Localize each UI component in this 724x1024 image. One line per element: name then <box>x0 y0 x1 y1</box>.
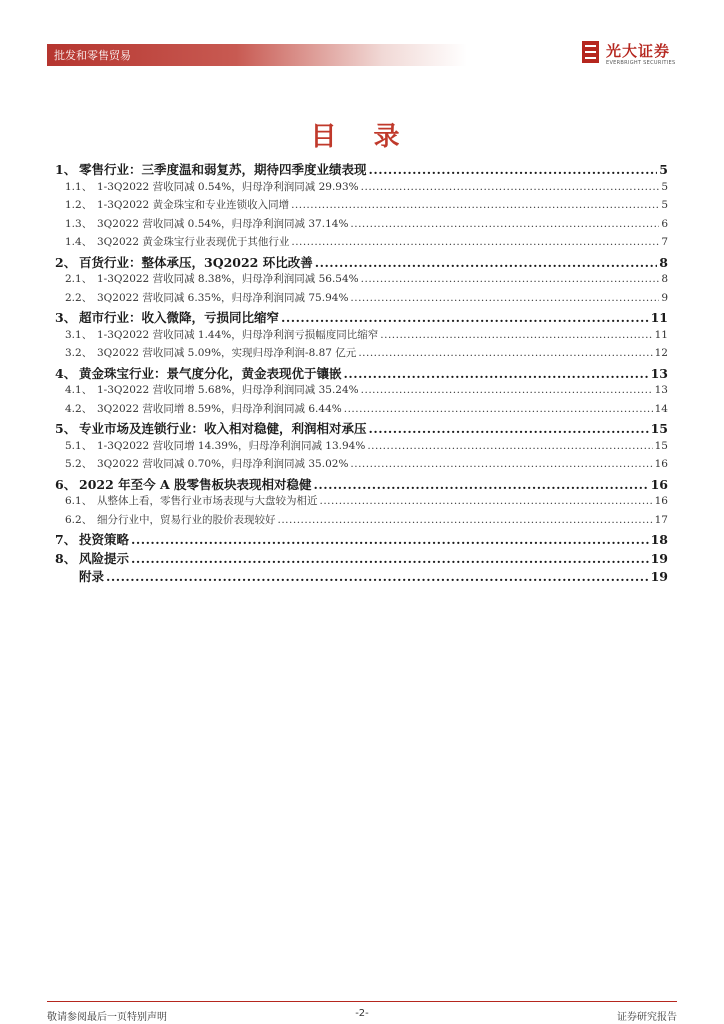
toc-entry-number: 4.1、 <box>65 384 93 396</box>
toc-leader-dots <box>350 458 652 470</box>
toc-leader-dots <box>344 403 653 415</box>
toc-leader-dots <box>344 366 649 381</box>
toc-entry-page: 14 <box>654 402 668 415</box>
toc-section-entry[interactable] <box>55 382 668 401</box>
toc-chapter-entry[interactable] <box>55 475 668 494</box>
toc-entry-title: 1-3Q2022 营收同增 5.68%，归母净利润同减 35.24% <box>97 384 359 396</box>
company-logo <box>582 40 692 70</box>
toc-leader-dots <box>281 310 649 325</box>
toc-section-entry[interactable] <box>55 345 668 364</box>
toc-entry-title: 从整体上看，零售行业市场表现与大盘较为相近 <box>97 495 318 507</box>
toc-section-entry[interactable] <box>55 438 668 457</box>
toc-entry-number: 2.1、 <box>65 273 93 285</box>
toc-chapter-entry[interactable] <box>55 160 668 179</box>
toc-leader-dots <box>361 384 653 396</box>
toc-leader-dots <box>315 255 658 270</box>
toc-entry-number: 8、 <box>55 550 77 566</box>
toc-entry-number: 3.2、 <box>65 347 93 359</box>
toc-entry-page: 8 <box>659 254 668 270</box>
toc-entry-number: 3、 <box>55 310 77 325</box>
toc-chapter-entry[interactable] <box>55 308 668 327</box>
toc-entry-page: 8 <box>661 273 668 285</box>
toc-entry-title: 黄金珠宝行业：景气度分化，黄金表现优于镶嵌 <box>79 365 342 381</box>
toc-section-entry[interactable] <box>55 216 668 235</box>
toc-chapter-entry[interactable] <box>55 364 668 383</box>
page-title: 目 录 <box>310 122 414 152</box>
toc-leader-dots <box>291 199 659 211</box>
toc-entry-number: 5、 <box>55 421 77 436</box>
toc-leader-dots <box>380 329 652 341</box>
toc-entry-number: 1.3、 <box>65 217 93 230</box>
toc-entry-number: 4、 <box>55 365 77 381</box>
toc-entry-title: 3Q2022 营收同减 0.54%，归母净利润同减 37.14% <box>97 217 349 230</box>
toc-entry-title: 1-3Q2022 营收同减 0.54%，归母净利润同减 29.93% <box>97 180 359 193</box>
footer-disclaimer: 敬请参阅最后一页特别声明 <box>47 1012 167 1023</box>
logo-text-cn: 光大证券 <box>606 42 671 60</box>
toc-entry-page: 16 <box>654 495 668 507</box>
toc-entry-title: 3Q2022 营收同减 5.09%，实现归母净利润-8.87 亿元 <box>97 347 357 359</box>
toc-leader-dots <box>369 421 649 436</box>
toc-entry-number: 5.1、 <box>65 439 93 452</box>
toc-section-entry[interactable] <box>55 493 668 512</box>
toc-entry-number: 1.2、 <box>65 199 93 211</box>
footer-divider <box>47 1001 677 1002</box>
footer-page-number: -2- <box>355 1008 369 1019</box>
toc-entry-page: 5 <box>661 199 668 211</box>
toc-section-entry[interactable] <box>55 179 668 198</box>
toc-leader-dots <box>131 551 649 566</box>
toc-entry-number: 4.2、 <box>65 402 93 415</box>
section-label: 批发和零售贸易 <box>54 49 131 62</box>
toc-entry-title: 附录 <box>79 569 105 584</box>
toc-chapter-entry[interactable] <box>55 549 668 568</box>
toc-chapter-entry[interactable] <box>55 567 668 586</box>
toc-leader-dots <box>350 218 659 230</box>
toc-entry-page: 16 <box>650 476 668 492</box>
toc-entry-number: 2、 <box>55 254 77 270</box>
toc-entry-page: 17 <box>654 513 668 526</box>
toc-leader-dots <box>350 292 659 304</box>
toc-entry-number: 7、 <box>55 532 77 547</box>
toc-entry-title: 投资策略 <box>79 532 130 547</box>
toc-entry-number: 6、 <box>55 476 77 492</box>
toc-entry-page: 11 <box>654 328 668 341</box>
toc-section-entry[interactable] <box>55 234 668 253</box>
toc-section-entry[interactable] <box>55 456 668 475</box>
toc-entry-title: 1-3Q2022 黄金珠宝和专业连锁收入同增 <box>97 199 290 211</box>
toc-entry-page: 5 <box>659 162 668 177</box>
toc-entry-page: 19 <box>650 550 668 566</box>
toc-entry-page: 16 <box>654 458 668 470</box>
toc-entry-title: 风险提示 <box>79 550 130 566</box>
toc-leader-dots <box>291 236 659 248</box>
toc-entry-number: 1.4、 <box>65 236 93 248</box>
toc-entry-title: 1-3Q2022 营收同减 1.44%，归母净利润亏损幅度同比缩窄 <box>97 328 379 341</box>
toc-entry-page: 7 <box>661 236 668 248</box>
toc-entry-number: 3.1、 <box>65 328 93 341</box>
toc-entry-title: 超市行业：收入微降，亏损同比缩窄 <box>79 310 280 325</box>
toc-entry-number: 6.1、 <box>65 495 93 507</box>
toc-section-entry[interactable] <box>55 271 668 290</box>
toc-entry-number: 5.2、 <box>65 458 93 470</box>
toc-entry-title: 3Q2022 黄金珠宝行业表现优于其他行业 <box>97 236 290 248</box>
toc-leader-dots <box>358 347 652 359</box>
toc-entry-page: 9 <box>661 291 668 304</box>
table-of-contents <box>55 160 668 586</box>
toc-entry-title: 3Q2022 营收同减 0.70%，归母净利润同减 35.02% <box>97 458 349 470</box>
toc-entry-number: 1.1、 <box>65 180 93 193</box>
toc-entry-page: 12 <box>654 347 668 359</box>
toc-entry-title: 3Q2022 营收同减 6.35%，归母净利润同减 75.94% <box>97 291 349 304</box>
toc-entry-page: 15 <box>650 421 668 436</box>
logo-mark-icon <box>582 41 599 63</box>
toc-leader-dots <box>361 273 660 285</box>
toc-entry-title: 1-3Q2022 营收同减 8.38%，归母净利润同减 56.54% <box>97 273 359 285</box>
toc-entry-page: 19 <box>650 569 668 584</box>
toc-leader-dots <box>320 495 653 507</box>
toc-section-entry[interactable] <box>55 290 668 309</box>
toc-entry-page: 11 <box>650 310 668 325</box>
toc-entry-title: 3Q2022 营收同增 8.59%，归母净利润同减 6.44% <box>97 402 342 415</box>
toc-entry-title: 专业市场及连锁行业：收入相对稳健，利润相对承压 <box>79 421 367 436</box>
toc-entry-title: 1-3Q2022 营收同增 14.39%，归母净利润同减 13.94% <box>97 439 366 452</box>
toc-entry-number: 2.2、 <box>65 291 93 304</box>
toc-entry-page: 18 <box>650 532 668 547</box>
toc-entry-title: 百货行业：整体承压，3Q2022 环比改善 <box>79 254 313 270</box>
toc-leader-dots <box>131 532 649 547</box>
toc-chapter-entry[interactable] <box>55 253 668 272</box>
toc-chapter-entry[interactable] <box>55 419 668 438</box>
toc-leader-dots <box>106 569 649 584</box>
toc-entry-title: 细分行业中，贸易行业的股价表现较好 <box>97 513 276 526</box>
toc-entry-title: 2022 年至今 A 股零售板块表现相对稳健 <box>79 476 312 492</box>
toc-leader-dots <box>278 514 653 526</box>
toc-entry-page: 5 <box>661 180 668 193</box>
toc-leader-dots <box>361 181 660 193</box>
toc-leader-dots <box>369 162 658 177</box>
toc-entry-page: 13 <box>650 365 668 381</box>
toc-section-entry[interactable] <box>55 401 668 420</box>
toc-section-entry[interactable] <box>55 327 668 346</box>
toc-entry-page: 6 <box>661 217 668 230</box>
toc-entry-number: 1、 <box>55 162 77 177</box>
toc-entry-page: 15 <box>654 439 668 452</box>
toc-entry-number: 6.2、 <box>65 513 93 526</box>
toc-entry-title: 零售行业：三季度温和弱复苏，期待四季度业绩表现 <box>79 162 367 177</box>
footer-doc-type: 证券研究报告 <box>617 1012 677 1023</box>
logo-text-en: EVERBRIGHT SECURITIES <box>606 60 676 66</box>
toc-section-entry[interactable] <box>55 512 668 531</box>
toc-leader-dots <box>367 440 652 452</box>
toc-leader-dots <box>314 477 649 492</box>
toc-section-entry[interactable] <box>55 197 668 216</box>
toc-entry-page: 13 <box>654 384 668 396</box>
toc-chapter-entry[interactable] <box>55 530 668 549</box>
